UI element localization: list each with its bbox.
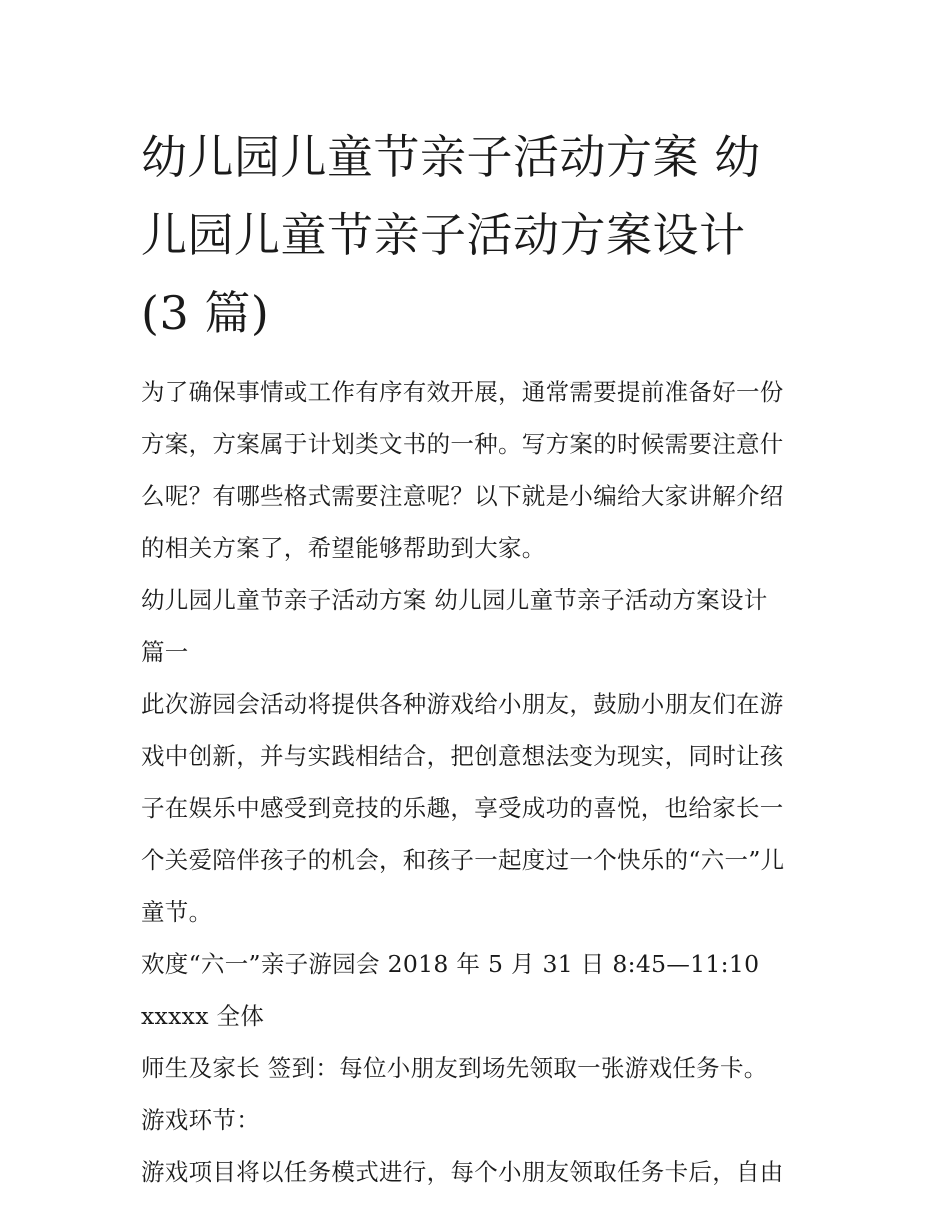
body-paragraph: 此次游园会活动将提供各种游戏给小朋友，鼓励小朋友们在游 戏中创新，并与实践相结合，把创意想法变为现实，同时让孩 子在娱乐中感受到竞技的乐趣，享受成功的喜悦，也给家长一 个关爱陪伴孩子的机会，和孩子一起度过一个快乐的“六一”儿 童节。: [141, 690, 785, 926]
document-body: [141, 366, 813, 1198]
event-info-paragraph: 欢度“六一”亲子游园会 2018 年 5 月 31 日 8:45—11:10 xxxxx 全体 师生及家长 签到：每位小朋友到场先领取一张游戏任务卡。: [141, 950, 768, 1082]
section-heading: 幼儿园儿童节亲子活动方案 幼儿园儿童节亲子活动方案设计 篇一: [141, 586, 768, 666]
body-paragraph: 游戏项目将以任务模式进行，每个小朋友领取任务卡后，自由: [141, 1158, 784, 1186]
subheading-game-section: 游戏环节：: [141, 1106, 260, 1134]
document-page: [141, 118, 813, 1198]
document-title: 幼儿园儿童节亲子活动方案 幼 儿园儿童节亲子活动方案设计 (3 篇): [141, 130, 761, 340]
intro-paragraph: 为了确保事情或工作有序有效开展，通常需要提前准备好一份 方案，方案属于计划类文书的一种。写方案的时候需要注意什 么呢？有哪些格式需要注意呢？以下就是小编给大家讲解介绍 的相关方案了，希望能够帮助到大家。: [141, 378, 784, 562]
